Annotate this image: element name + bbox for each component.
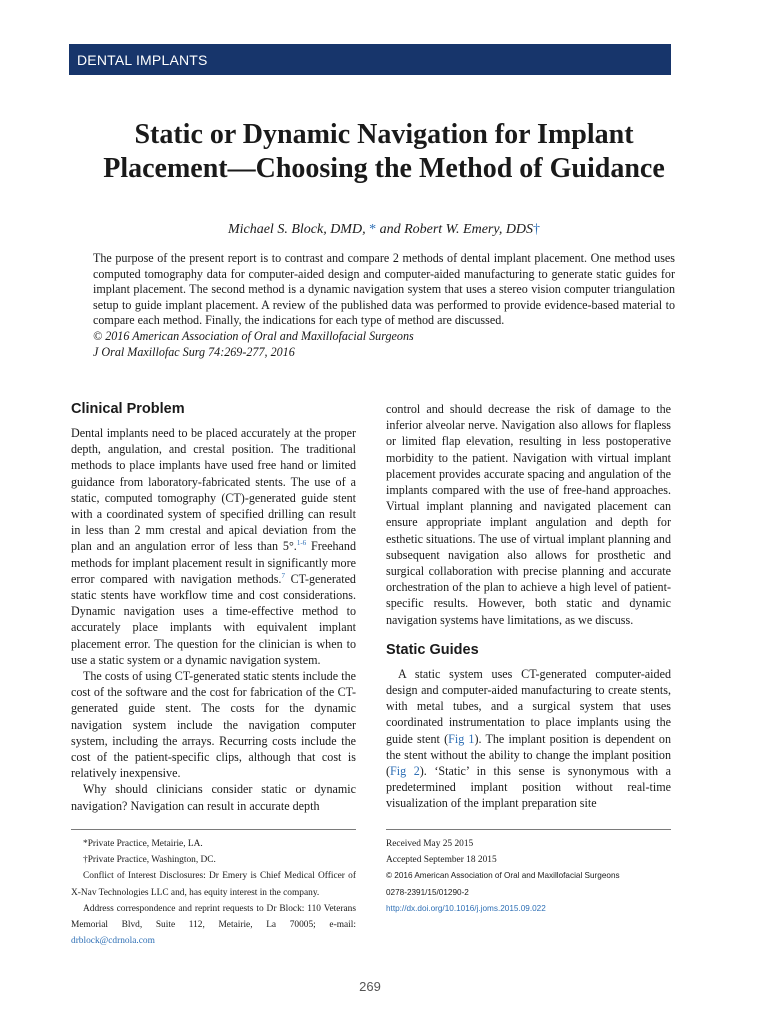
paragraph: Why should clinicians consider static or dynamic navigation? Navigation can result in accurate depth (71, 782, 356, 813)
abstract-copyright: © 2016 American Association of Oral and Maxillofacial Surgeons (93, 328, 414, 343)
figure-2-link[interactable]: Fig 2 (390, 764, 420, 779)
footnote-divider (386, 829, 671, 830)
left-column (71, 398, 356, 814)
accepted-date: Accepted September 18 2015 (386, 855, 497, 866)
paragraph-text: A static system uses CT-generated computer-aided design and computer-aided manufacturing to create stents, with metal tubes, and a surgical system that uses coordinated instrumentation to place implants using the guide stent ( (386, 666, 671, 746)
article-title: Static or Dynamic Navigation for Implant Placement—Choosing the Method of Guidance (103, 119, 665, 184)
abstract (93, 251, 675, 360)
copyright-line: © 2016 American Association of Oral and Maxillofacial Surgeons (386, 871, 620, 881)
issn-line: 0278-2391/15/01290-2 (386, 887, 469, 897)
abstract-citation: J Oral Maxillofac Surg 74:269-277, 2016 (93, 344, 295, 359)
received-date: Received May 25 2015 (386, 839, 474, 849)
paragraph-text: ). ‘Static’ in this sense is synonymous with a predetermined implant position without real-time visualization of the implant preparation site (386, 764, 671, 811)
footnote: Conflict of Interest Disclosures: Dr Emery is Chief Medical Officer of X-Nav Technologies LLC and, has equity interest in the company. (71, 871, 356, 898)
doi-link[interactable]: http://dx.doi.org/10.1016/j.joms.2015.09.022 (386, 903, 546, 913)
footnote: †Private Practice, Washington, DC. (83, 855, 216, 866)
footnote: *Private Practice, Metairie, LA. (83, 839, 203, 849)
reference-link[interactable]: 7 (281, 571, 285, 580)
heading-clinical-problem: Clinical Problem (71, 401, 185, 417)
paragraph-text: CT-generated static stents have workflow time and cost considerations. Dynamic navigation uses a time-effective method to accurately place implants with equivalent implant placement error. The question for the clinician is when to use a static system or a dynamic navigation system. (71, 571, 356, 667)
footnote-text: Address correspondence and reprint requests to Dr Block: 110 Veterans Memorial Blvd, Suite 112, Metairie, La 70005; e-mail: (71, 903, 356, 931)
author-1-affiliation-link[interactable]: * (369, 222, 377, 237)
author-1: Michael S. Block, DMD, (227, 222, 366, 237)
paragraph (71, 425, 356, 668)
figure-1-link[interactable]: Fig 1 (448, 731, 475, 746)
paragraph: control and should decrease the risk of damage to the inferior alveolar nerve. Navigation also allows for flapless or limited flap elevation, resulting in less postoperative morbidity to the patient. Navigation with virtual implant placement provides accurate spacing and angulation of the implants compared with the use of free-hand approaches. Virtual implant planning and navigated placement can ensure appropriate implant angulation and depth for esthetic situations. The use of virtual implant planning and subsequent navigation also allows for prosthetic and surgical collaboration with precise planning and accurate orchestration of the plan to achieve a high level of patient-specific results. However, both static and dynamic navigation systems have limitations, as we discuss. (386, 402, 671, 627)
section-banner: DENTAL IMPLANTS (69, 44, 671, 75)
author-line (70, 222, 698, 238)
email-link[interactable]: drblock@cdrnola.com (71, 936, 155, 947)
paragraph: The costs of using CT-generated static stents include the cost of the software and the cost for fabrication of the CT-generated guide stent. The costs for the dynamic navigation system include the navigation computer system, including the arrays. Recurring costs include the cost of the patient-specific clips, although that cost is relatively inexpensive. (71, 669, 356, 781)
abstract-text: The purpose of the present report is to contrast and compare 2 methods of dental implant placement. One method uses computed tomography data for computer-aided design and computer-aided manufacturing to generate static guides for implant placement. The second method is a dynamic navigation system that uses a stereo vision computer triangulation setup to guide implant placement. A review of the published data was performed to provide evidence-based material to compare each method. Finally, the indications for each type of method are discussed. (93, 251, 675, 328)
author-conjunction: and (376, 222, 405, 237)
author-2-affiliation-link[interactable]: † (533, 222, 541, 237)
reference-link[interactable]: 1-6 (296, 539, 307, 548)
paragraph-text: Dental implants need to be placed accurately at the proper depth, angulation, and crestal position. The traditional methods to place implants have used free hand or limited guidance from laboratory-fabricated stents. The use of a static, computed tomography (CT)-generated guide stent with a coordinated system of specified drilling can result in less than 2 mm crestal and apical deviation from the plan and an angulation error of less than 5°. (71, 426, 356, 554)
heading-static-guides: Static Guides (386, 641, 479, 658)
footnotes-publication (386, 836, 671, 917)
footnotes-affiliations (71, 836, 356, 949)
right-column (386, 401, 671, 812)
author-2: Robert W. Emery, DDS (404, 222, 534, 237)
footnote (71, 901, 356, 950)
footnote-divider (71, 829, 356, 830)
paragraph (386, 666, 671, 812)
paragraph-text: ). The implant position is dependent on the stent without the ability to change the implant position ( (386, 731, 671, 779)
page-number: 269 (359, 979, 381, 994)
paragraph-text: Freehand methods for implant placement result in significantly more error compared with navigation methods. (71, 539, 356, 586)
